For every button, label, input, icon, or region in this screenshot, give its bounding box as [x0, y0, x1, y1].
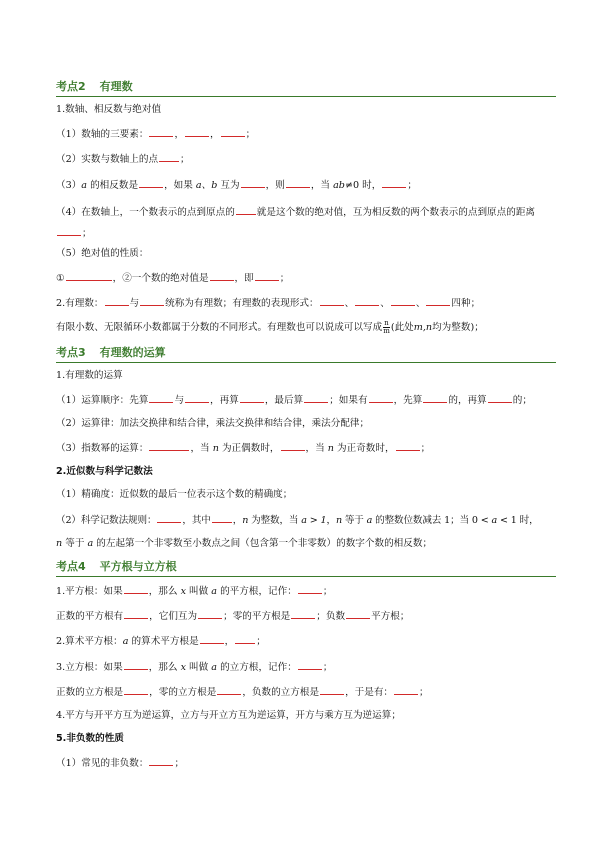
text-line	[56, 608, 556, 623]
line-text: ；负数	[316, 611, 346, 623]
blank	[66, 270, 112, 281]
math-var: x	[180, 586, 186, 597]
math-var: m,n	[413, 322, 433, 334]
punct: ，	[224, 636, 235, 648]
blank	[291, 608, 315, 619]
line-text: ，②一个数的绝对值是	[112, 272, 209, 284]
line-text: （1）运算顺序：先算	[56, 394, 149, 406]
math-var: n	[242, 514, 249, 526]
section-heading-4	[56, 560, 556, 577]
fraction-numerator: n	[384, 319, 389, 328]
blank	[298, 583, 322, 594]
math-expr: a > 1	[301, 514, 327, 526]
text-line	[56, 755, 556, 770]
line-text: < 1 时，	[497, 514, 539, 526]
line-text: ≠0 时，	[344, 179, 382, 191]
text-line	[56, 537, 556, 550]
line-text: 四种；	[451, 298, 481, 310]
line-text: 2.算术平方根：	[56, 636, 123, 648]
blank	[241, 177, 265, 188]
punct: ；	[174, 758, 185, 770]
line-text: （1）精确度：近似数的最后一位表示这个数的精确度；	[56, 489, 293, 501]
math-var: ab	[333, 179, 345, 191]
blank	[304, 392, 328, 403]
line-text: 为正奇数时，	[333, 443, 395, 455]
line-text: 有限小数、无限循环小数都属于分数的不同形式。有理数也可以说成可以写成	[56, 322, 383, 334]
blank	[382, 177, 406, 188]
blank	[394, 684, 418, 695]
blank	[157, 512, 181, 523]
blank	[396, 440, 420, 451]
section-title: 有理数的运算	[99, 345, 166, 359]
blank	[210, 270, 234, 281]
blank	[124, 583, 148, 594]
section-number: 考点3	[56, 345, 86, 359]
punct: ，	[174, 129, 185, 141]
line-text: ，于是有：	[345, 686, 394, 698]
line-text: 为正偶数时，	[218, 443, 280, 455]
line-text: ，当	[310, 179, 334, 191]
punct: ；	[256, 636, 266, 648]
text-line	[56, 369, 556, 382]
line-text: 1.平方根：如果	[56, 586, 123, 597]
math-var: a	[87, 537, 94, 549]
math-var: a	[122, 636, 129, 648]
line-text: （5）绝对值的性质：	[56, 247, 149, 259]
blank	[149, 755, 173, 766]
blank	[426, 295, 450, 306]
line-text: 3.立方根：如果	[56, 661, 123, 673]
line-text: ，负数的立方根是	[242, 686, 320, 698]
blank	[105, 295, 129, 306]
blank	[140, 295, 164, 306]
punct: ，当	[305, 443, 328, 455]
line-text: 的算术平方根是	[128, 636, 199, 648]
line-text: ，那么	[148, 586, 181, 597]
blank	[200, 633, 224, 644]
section-title: 平方根与立方根	[99, 560, 177, 573]
line-text: 正数的立方根是	[56, 686, 124, 698]
line-text: 等于	[341, 514, 367, 526]
line-text: （4）在数轴上，一个数表示的点到原点的	[56, 206, 235, 218]
blank	[320, 295, 344, 306]
line-text: ，则	[265, 179, 285, 191]
line-text: 4.平方与开平方互为逆运算，立方与开立方互为逆运算，开方与乘方互为逆运算；	[56, 709, 401, 721]
section-number: 考点2	[56, 80, 86, 93]
punct: ；	[82, 227, 92, 239]
line-text: 的平方根，记作：	[217, 586, 297, 597]
text-line	[56, 151, 556, 166]
punct: ；	[322, 586, 333, 597]
line-text: （2）实数与数轴上的点	[56, 154, 159, 166]
punct: 、	[415, 298, 426, 310]
blank	[185, 126, 209, 137]
text-line	[56, 684, 556, 699]
text-line	[56, 126, 556, 141]
fraction-denominator: m	[383, 327, 390, 336]
line-text: ；零的平方根是	[223, 611, 291, 623]
line-text: 的；	[512, 394, 532, 406]
line-text: ①	[56, 272, 65, 284]
blank	[488, 392, 512, 403]
blank	[355, 295, 379, 306]
punct: ；	[407, 179, 417, 191]
line-text: （1）数轴的三要素：	[56, 129, 149, 141]
blank	[139, 177, 163, 188]
blank	[255, 270, 279, 281]
text-line	[56, 177, 556, 192]
line-text: （2）科学记数法规则：	[56, 514, 157, 526]
section-heading-2	[56, 80, 556, 97]
blank	[346, 608, 370, 619]
line-text: ，即	[234, 272, 254, 284]
line-text: 为整数，当	[248, 514, 302, 526]
blank	[217, 684, 241, 695]
punct: ；	[180, 154, 190, 166]
blank	[423, 392, 447, 403]
line-text: 的相反数是	[87, 179, 139, 191]
line-text: 的整数位数减去 1；当 0 <	[372, 514, 492, 526]
line-text: 2.有理数：	[56, 298, 104, 310]
math-var: a	[211, 586, 218, 597]
punct: ；	[322, 661, 333, 673]
blank	[320, 684, 344, 695]
punct: ，	[232, 514, 243, 526]
line-text: ，如果	[164, 179, 196, 191]
text-line	[56, 709, 556, 722]
punct: ，	[326, 514, 336, 526]
line-text: 与	[129, 298, 140, 310]
line-text: 与	[174, 394, 185, 406]
blank	[212, 512, 232, 523]
punct: ；	[245, 129, 256, 141]
line-text: 就是这个数的绝对值，互为相反数的两个数表示的点到原点的距离	[256, 206, 536, 218]
line-text: 均为整数)；	[432, 322, 484, 334]
line-text: ，其中	[182, 514, 211, 526]
text-line	[56, 320, 556, 335]
blank	[124, 659, 148, 670]
text-line	[56, 583, 556, 598]
punct: ；	[279, 272, 290, 284]
line-text: 的立方根，记作：	[217, 661, 297, 673]
line-text: ，最后算	[264, 394, 304, 406]
punct: ；	[419, 686, 429, 698]
blank	[369, 392, 393, 403]
math-var: a	[366, 514, 373, 526]
line-text: 的左起第一个非零数至小数点之间（包含第一个非零数）的数字个数的相反数；	[93, 537, 433, 549]
line-text: （3）指数幂的运算：	[56, 443, 149, 455]
line-text: 统称为有理数；有理数的表现形式：	[165, 298, 319, 310]
text-line	[56, 270, 556, 285]
item-title: 1.数轴、相反数与绝对值	[56, 104, 162, 115]
text-line	[56, 732, 556, 745]
blank	[298, 659, 322, 670]
blank	[57, 225, 81, 236]
line-text: 平方根；	[371, 611, 410, 623]
item-title: 5.非负数的性质	[56, 733, 124, 745]
blank	[236, 204, 256, 215]
line-text: 正数的平方根有	[56, 611, 124, 623]
text-line	[56, 488, 556, 501]
line-text: ，当	[190, 443, 213, 455]
line-text: 的，再算	[448, 394, 487, 406]
text-line	[56, 440, 556, 455]
line-text: ，它们互为	[149, 611, 198, 623]
text-line	[56, 512, 556, 527]
blank	[240, 392, 264, 403]
blank	[124, 684, 148, 695]
line-text: ，先算	[393, 394, 423, 406]
punct: 、	[380, 298, 390, 310]
blank	[235, 633, 255, 644]
math-var: n	[56, 537, 63, 549]
text-line	[56, 202, 556, 244]
blank	[149, 126, 173, 137]
text-line	[56, 103, 556, 116]
text-line	[56, 392, 556, 407]
line-text: ，那么	[148, 661, 181, 673]
line-text: （2）运算律：加法交换律和结合律，乘法交换律和结合律，乘法分配律；	[56, 417, 370, 429]
math-var: a	[491, 514, 498, 526]
blank	[391, 295, 415, 306]
math-var: n	[335, 514, 342, 526]
math-var: a	[211, 661, 218, 673]
math-var: a、b	[195, 179, 218, 191]
line-text: 互为	[217, 179, 240, 191]
item-title: 1.有理数的运算	[56, 369, 123, 381]
punct: ；	[420, 443, 431, 455]
text-line	[56, 633, 556, 648]
punct: 、	[344, 298, 355, 310]
text-line	[56, 659, 556, 674]
math-var: n	[212, 443, 219, 455]
blank	[185, 392, 209, 403]
line-text: （3）	[56, 179, 82, 191]
line-text: （1）常见的非负数：	[56, 758, 149, 770]
line-text: 叫做	[185, 661, 212, 673]
blank	[286, 177, 310, 188]
math-var: a	[81, 179, 88, 191]
fraction-n-over-m	[383, 320, 390, 335]
line-text: 等于	[62, 537, 88, 549]
math-var: x	[180, 661, 186, 673]
blank	[281, 440, 305, 451]
blank	[198, 608, 222, 619]
blank	[149, 392, 173, 403]
math-var: n	[327, 443, 334, 455]
section-number: 考点4	[56, 560, 86, 573]
blank	[221, 126, 245, 137]
line-text: ，零的立方根是	[149, 686, 217, 698]
punct: ，	[210, 129, 220, 141]
section-title: 有理数	[99, 80, 133, 93]
section-heading-3	[56, 346, 556, 363]
text-line	[56, 465, 556, 478]
line-text: ，再算	[210, 394, 239, 406]
line-text: (此处	[390, 322, 414, 334]
line-text: ；如果有	[329, 394, 368, 406]
text-line	[56, 247, 556, 260]
item-title: 2.近似数与科学记数法	[56, 466, 153, 478]
blank	[159, 151, 179, 162]
blank	[149, 440, 189, 451]
blank	[124, 608, 148, 619]
line-text: 叫做	[185, 586, 212, 597]
text-line	[56, 295, 556, 310]
text-line	[56, 417, 556, 430]
